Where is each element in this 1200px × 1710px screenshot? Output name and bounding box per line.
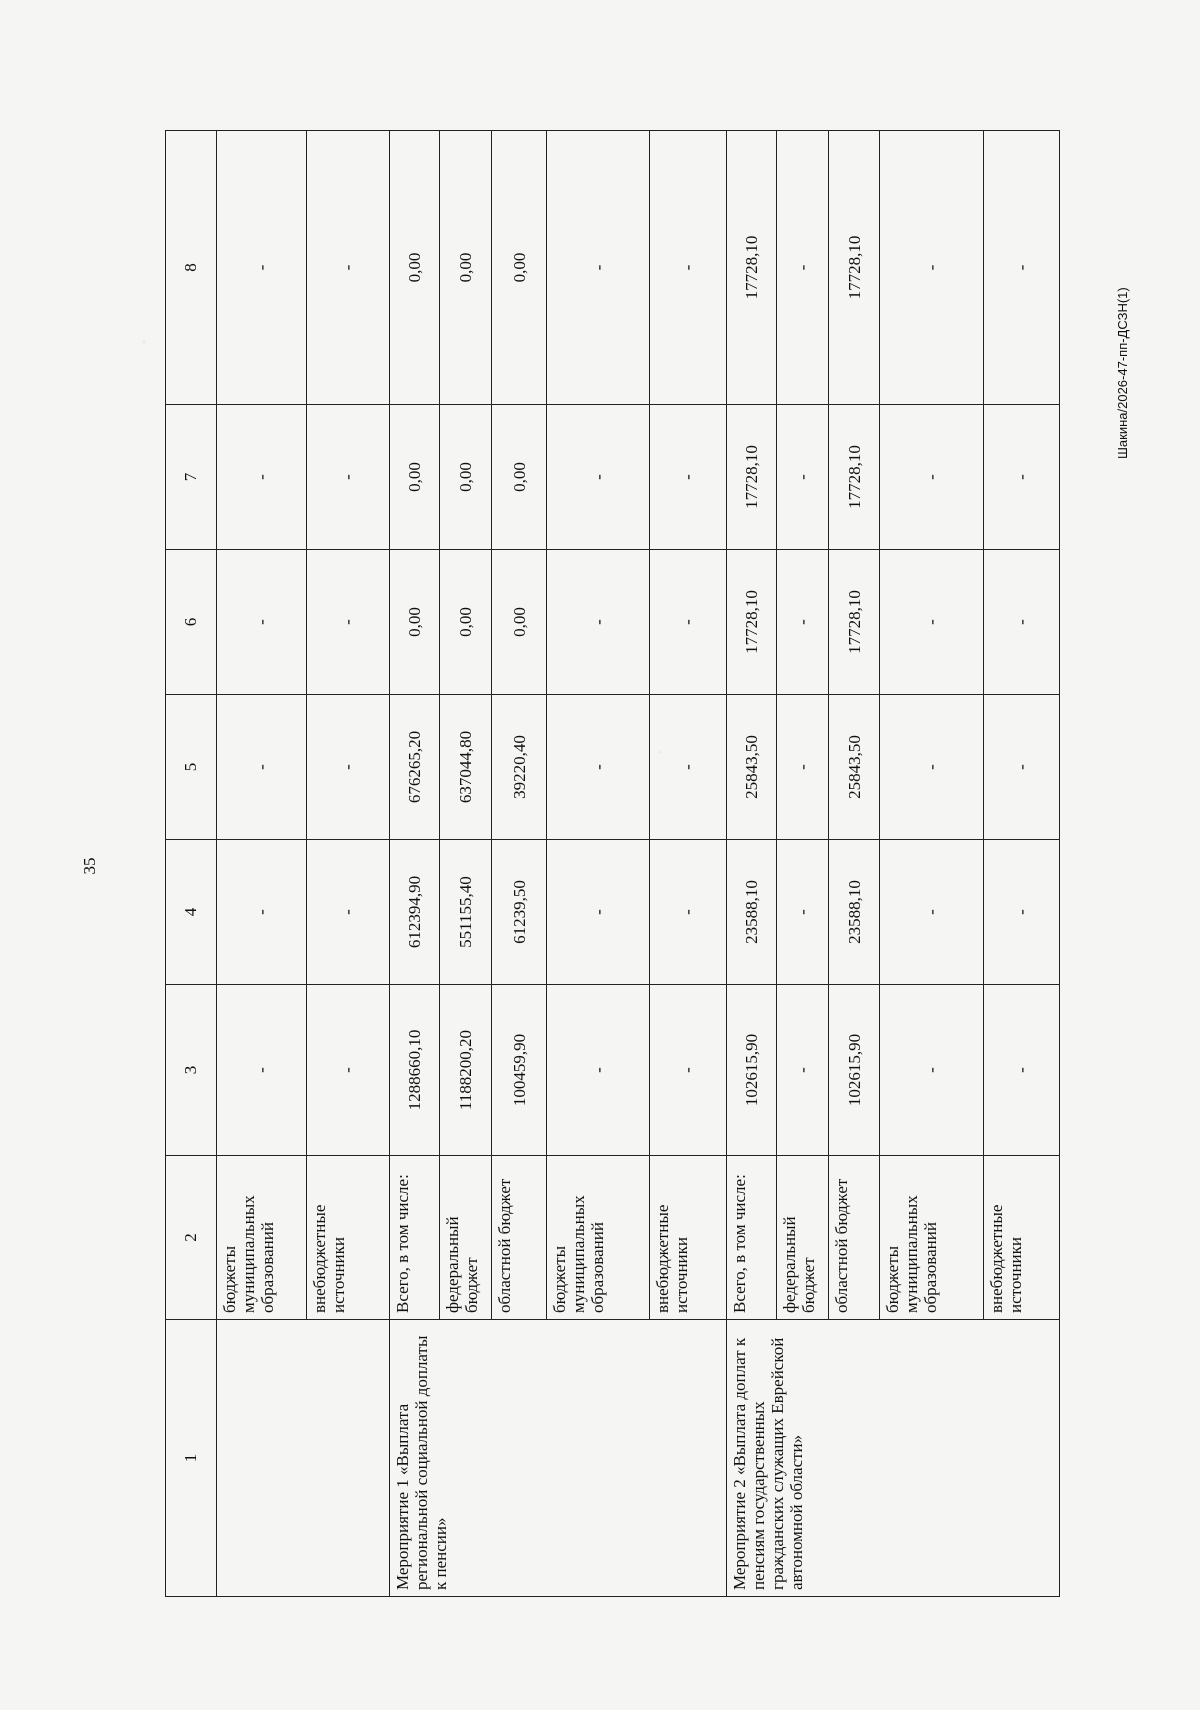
amount-cell: - <box>306 840 389 985</box>
column-header: 8 <box>166 131 217 405</box>
amount-cell: - <box>546 405 650 550</box>
amount-cell: - <box>650 131 726 405</box>
budget-table-rotated <box>165 131 1060 1597</box>
amount-cell: 100459,90 <box>492 985 546 1156</box>
amount-cell: - <box>216 405 306 550</box>
amount-cell: - <box>983 550 1059 695</box>
table-row <box>726 131 777 1597</box>
amount-cell: - <box>216 695 306 840</box>
amount-cell: 17728,10 <box>829 550 880 695</box>
event-name-cell: Мероприятие 2 «Выплата доплат к пенсиям государственных гражданских служащих Еврейской автономной области» <box>726 1320 1059 1597</box>
amount-cell: - <box>546 840 650 985</box>
amount-cell: 17728,10 <box>829 131 880 405</box>
amount-cell: - <box>306 550 389 695</box>
column-header: 4 <box>166 840 217 985</box>
amount-cell: 1188200,20 <box>440 985 492 1156</box>
funding-source-cell: Всего, в том числе: <box>726 1156 777 1320</box>
amount-cell: 1288660,10 <box>389 985 440 1156</box>
amount-cell: - <box>879 695 983 840</box>
amount-cell: - <box>216 131 306 405</box>
amount-cell: 676265,20 <box>389 695 440 840</box>
budget-table <box>165 130 1060 1597</box>
column-header: 5 <box>166 695 217 840</box>
amount-cell: - <box>777 405 829 550</box>
amount-cell: 102615,90 <box>726 985 777 1156</box>
amount-cell: - <box>879 131 983 405</box>
event-name-cell: Мероприятие 1 «Выплата региональной социальной доплаты к пенсии» <box>389 1320 726 1597</box>
amount-cell: 17728,10 <box>726 131 777 405</box>
amount-cell: - <box>983 840 1059 985</box>
amount-cell: 61239,50 <box>492 840 546 985</box>
amount-cell: 39220,40 <box>492 695 546 840</box>
amount-cell: - <box>879 405 983 550</box>
amount-cell: 0,00 <box>492 550 546 695</box>
funding-source-cell: бюджеты муниципальных образований <box>879 1156 983 1320</box>
amount-cell: - <box>546 131 650 405</box>
column-header: 7 <box>166 405 217 550</box>
amount-cell: 0,00 <box>492 131 546 405</box>
amount-cell: 17728,10 <box>726 405 777 550</box>
amount-cell: - <box>777 985 829 1156</box>
amount-cell: - <box>879 550 983 695</box>
funding-source-cell: внебюджетные источники <box>306 1156 389 1320</box>
amount-cell: 23588,10 <box>829 840 880 985</box>
amount-cell: - <box>777 131 829 405</box>
amount-cell: - <box>777 550 829 695</box>
amount-cell: - <box>546 695 650 840</box>
amount-cell: 0,00 <box>440 550 492 695</box>
amount-cell: 17728,10 <box>829 405 880 550</box>
amount-cell: - <box>983 405 1059 550</box>
amount-cell: - <box>983 695 1059 840</box>
amount-cell: 17728,10 <box>726 550 777 695</box>
amount-cell: 25843,50 <box>726 695 777 840</box>
amount-cell: - <box>216 550 306 695</box>
table-row <box>216 131 306 1597</box>
amount-cell: - <box>216 985 306 1156</box>
amount-cell: 0,00 <box>389 405 440 550</box>
funding-source-cell: областной бюджет <box>829 1156 880 1320</box>
amount-cell: 0,00 <box>440 405 492 550</box>
amount-cell: 637044,80 <box>440 695 492 840</box>
amount-cell: 23588,10 <box>726 840 777 985</box>
column-header-row <box>166 131 217 1597</box>
funding-source-cell: федеральный бюджет <box>777 1156 829 1320</box>
amount-cell: 551155,40 <box>440 840 492 985</box>
funding-source-cell: Всего, в том числе: <box>389 1156 440 1320</box>
amount-cell: - <box>650 550 726 695</box>
event-name-cell <box>216 1320 389 1597</box>
funding-source-cell: бюджеты муниципальных образований <box>546 1156 650 1320</box>
amount-cell: - <box>306 405 389 550</box>
funding-source-cell: областной бюджет <box>492 1156 546 1320</box>
amount-cell: - <box>306 695 389 840</box>
amount-cell: - <box>650 695 726 840</box>
amount-cell: - <box>650 840 726 985</box>
document-code: Шакина/2026-47-пп-ДСЗН(1) <box>1115 287 1130 459</box>
amount-cell: 612394,90 <box>389 840 440 985</box>
amount-cell: - <box>879 840 983 985</box>
amount-cell: - <box>306 131 389 405</box>
amount-cell: 102615,90 <box>829 985 880 1156</box>
funding-source-cell: федеральный бюджет <box>440 1156 492 1320</box>
amount-cell: - <box>879 985 983 1156</box>
amount-cell: 25843,50 <box>829 695 880 840</box>
amount-cell: - <box>650 405 726 550</box>
amount-cell: - <box>546 985 650 1156</box>
amount-cell: - <box>216 840 306 985</box>
funding-source-cell: внебюджетные источники <box>650 1156 726 1320</box>
funding-source-cell: внебюджетные источники <box>983 1156 1059 1320</box>
amount-cell: 0,00 <box>492 405 546 550</box>
page-number: 35 <box>80 857 99 875</box>
amount-cell: - <box>983 985 1059 1156</box>
amount-cell: 0,00 <box>389 550 440 695</box>
amount-cell: 0,00 <box>440 131 492 405</box>
table-body <box>216 131 1059 1597</box>
column-header: 6 <box>166 550 217 695</box>
table-row <box>389 131 440 1597</box>
amount-cell: - <box>546 550 650 695</box>
column-header: 3 <box>166 985 217 1156</box>
amount-cell: 0,00 <box>389 131 440 405</box>
amount-cell: - <box>306 985 389 1156</box>
amount-cell: - <box>777 840 829 985</box>
funding-source-cell: бюджеты муниципальных образований <box>216 1156 306 1320</box>
column-header: 1 <box>166 1320 217 1597</box>
amount-cell: - <box>983 131 1059 405</box>
column-header: 2 <box>166 1156 217 1320</box>
amount-cell: - <box>777 695 829 840</box>
amount-cell: - <box>650 985 726 1156</box>
